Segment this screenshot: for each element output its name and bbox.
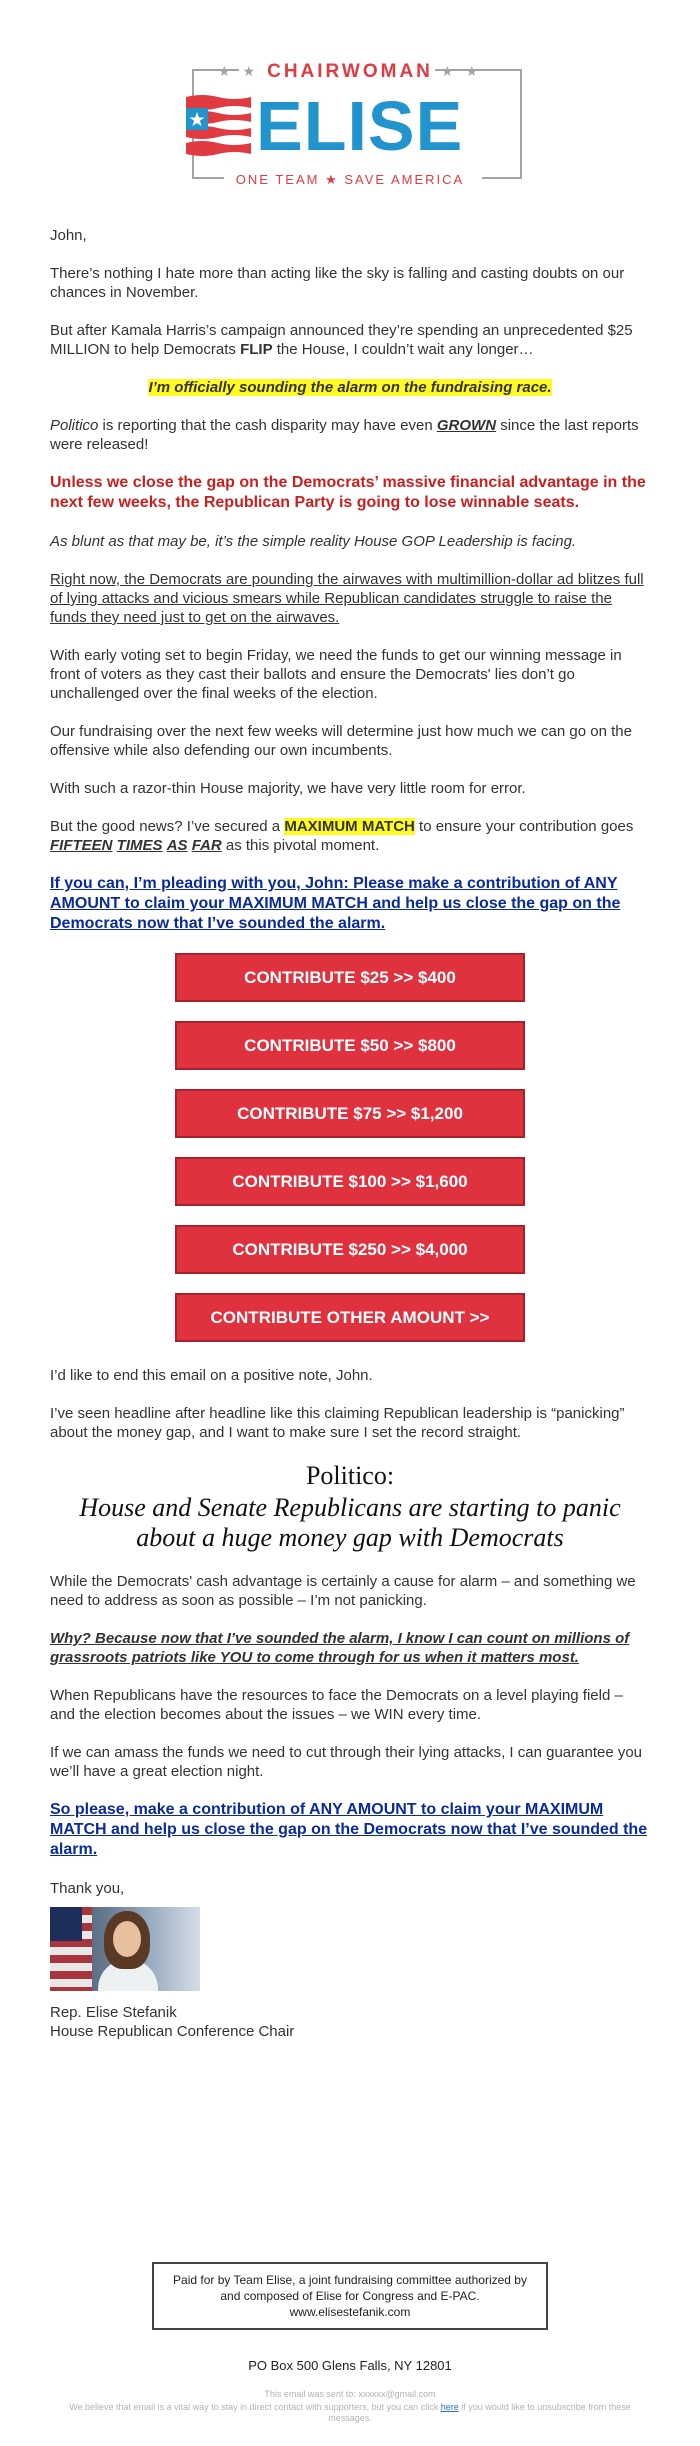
italic-text: Politico bbox=[50, 417, 99, 434]
emphasis-text: TIMES bbox=[116, 837, 163, 854]
why-paragraph: Why? Because now that I’ve sounded the alarm, I know I can count on millions of grassroots patriots like YOU to come through for us when it matters most. bbox=[50, 1630, 630, 1666]
paid-for-box: Paid for by Team Elise, a joint fundraising committee authorized by and composed of Elise for Congress and E-PAC. www.elisestefanik.com bbox=[152, 2262, 548, 2330]
text: if you would like to unsubscribe from these messages. bbox=[328, 2402, 631, 2423]
politico-title: Politico: bbox=[305, 1461, 395, 1490]
logo-title-big: ELISE bbox=[256, 87, 464, 165]
emphasis-text: FAR bbox=[191, 837, 222, 854]
contribute-25-button[interactable]: CONTRIBUTE $25 >> $400 bbox=[175, 953, 525, 1002]
logo-tagline: ONE TEAM ★ SAVE AMERICA bbox=[235, 172, 465, 187]
contribute-75-button[interactable]: CONTRIBUTE $75 >> $1,200 bbox=[175, 1089, 525, 1138]
paragraph: I’d like to end this email on a positive note, John. bbox=[50, 1367, 373, 1384]
red-warning: Unless we close the gap on the Democrats’ massive financial advantage in the next few weeks, the Republican Party is going to lose winnable seats. bbox=[50, 474, 646, 511]
campaign-logo bbox=[164, 60, 536, 190]
politico-headline: House and Senate Republicans are starting to panic about a huge money gap with Democrats bbox=[79, 1493, 621, 1552]
contribute-buttons bbox=[50, 953, 650, 1342]
flag-e-icon bbox=[186, 93, 251, 158]
logo-title-small: CHAIRWOMAN bbox=[267, 61, 433, 82]
portrait-photo bbox=[50, 1907, 200, 1991]
emphasis-text: GROWN bbox=[436, 417, 497, 434]
sent-to-notice: This email was sent to: xxxxxx@gmail.com bbox=[264, 2389, 436, 2399]
paragraph: There’s nothing I hate more than acting like the sky is falling and casting doubts on our chances in November. bbox=[50, 265, 625, 301]
alarm-line bbox=[50, 378, 650, 397]
mailing-address: PO Box 500 Glens Falls, NY 12801 bbox=[248, 2358, 452, 2373]
paragraph bbox=[50, 532, 650, 551]
stars-icon: ★ ★ bbox=[218, 63, 259, 79]
signature-name: Rep. Elise Stefanik bbox=[50, 2004, 177, 2021]
italic-text: As blunt as that may be, it’s the simple reality House GOP Leadership is facing. bbox=[50, 533, 577, 550]
paragraph bbox=[50, 321, 650, 359]
contribute-250-button[interactable]: CONTRIBUTE $250 >> $4,000 bbox=[175, 1225, 525, 1274]
emphasis-text: AS bbox=[166, 837, 188, 854]
donate-link-paragraph bbox=[50, 1800, 650, 1860]
contribute-other-button[interactable]: CONTRIBUTE OTHER AMOUNT >> bbox=[175, 1293, 525, 1342]
text: as this pivotal moment. bbox=[221, 837, 380, 854]
paragraph: With such a razor-thin House majority, we have very little room for error. bbox=[50, 780, 526, 797]
paragraph: While the Democrats' cash advantage is certainly a cause for alarm – and something we need to address as soon as possible – I’m not panicking. bbox=[50, 1573, 636, 1609]
portrait-face bbox=[113, 1921, 141, 1957]
emphasis-text: FIFTEEN bbox=[50, 837, 113, 854]
text: since the last reports were released! bbox=[50, 417, 639, 453]
flag-canton bbox=[50, 1907, 82, 1941]
contribute-100-button[interactable]: CONTRIBUTE $100 >> $1,600 bbox=[175, 1157, 525, 1206]
text: We believe that email is a vital way to stay in direct contact with supporters, but you can click bbox=[69, 2402, 441, 2412]
donate-link[interactable]: If you can, I’m pleading with you, John: Please make a contribution of ANY AMOUNT to claim your MAXIMUM MATCH and help us close the gap on the Democrats now that I’ve sounded the alarm. bbox=[50, 875, 621, 932]
text: to ensure your contribution goes bbox=[414, 818, 634, 835]
sign-off: Thank you, bbox=[50, 1880, 125, 1897]
donate-link[interactable]: So please, make a contribution of ANY AMOUNT to claim your MAXIMUM MATCH and help us close the gap on the Democrats now that I’ve sounded the alarm. bbox=[50, 1801, 648, 1858]
greeting: John, bbox=[50, 227, 87, 244]
text: But after Kamala Harris’s campaign announced they’re spending an unprecedented $25 MILLION to help Democrats bbox=[50, 322, 633, 358]
unsubscribe-link[interactable]: here bbox=[440, 2402, 459, 2412]
signature-title: House Republican Conference Chair bbox=[50, 2023, 295, 2040]
stars-icon: ★ ★ bbox=[441, 63, 482, 79]
highlighted-text: MAXIMUM MATCH bbox=[284, 818, 415, 835]
highlighted-text: I’m officially sounding the alarm on the fundraising race. bbox=[148, 379, 552, 396]
email-body bbox=[50, 226, 650, 2041]
paragraph: When Republicans have the resources to face the Democrats on a level playing field – and the election becomes about the issues – we WIN every time. bbox=[50, 1687, 623, 1723]
paragraph bbox=[50, 416, 650, 454]
contribute-50-button[interactable]: CONTRIBUTE $50 >> $800 bbox=[175, 1021, 525, 1070]
text: the House, I couldn’t wait any longer… bbox=[272, 341, 534, 358]
paragraph bbox=[50, 817, 650, 855]
unsubscribe-notice bbox=[50, 2402, 650, 2424]
paragraph: If we can amass the funds we need to cut through their lying attacks, I can guarantee you we’ll have a great election night. bbox=[50, 1744, 643, 1780]
paragraph: Our fundraising over the next few weeks will determine just how much we can go on the offensive while also defending our own incumbents. bbox=[50, 723, 632, 759]
paragraph: With early voting set to begin Friday, we need the funds to get our winning message in front of voters as they cast their ballots and ensure the Democrats' lies don’t go unchallenged over the final weeks of the election. bbox=[50, 647, 622, 702]
text: But the good news? I’ve secured a bbox=[50, 818, 285, 835]
paragraph: I’ve seen headline after headline like this claiming Republican leadership is “panicking” about the money gap, and I want to make sure I set the record straight. bbox=[50, 1405, 625, 1441]
donate-link-paragraph bbox=[50, 874, 650, 934]
text: is reporting that the cash disparity may have even bbox=[98, 417, 437, 434]
bold-text: FLIP bbox=[240, 341, 273, 358]
underlined-paragraph: Right now, the Democrats are pounding the airwaves with multimillion-dollar ad blitzes full of lying attacks and vicious smears while Republican candidates struggle to raise the funds they need just to get on the airwaves. bbox=[50, 571, 644, 626]
